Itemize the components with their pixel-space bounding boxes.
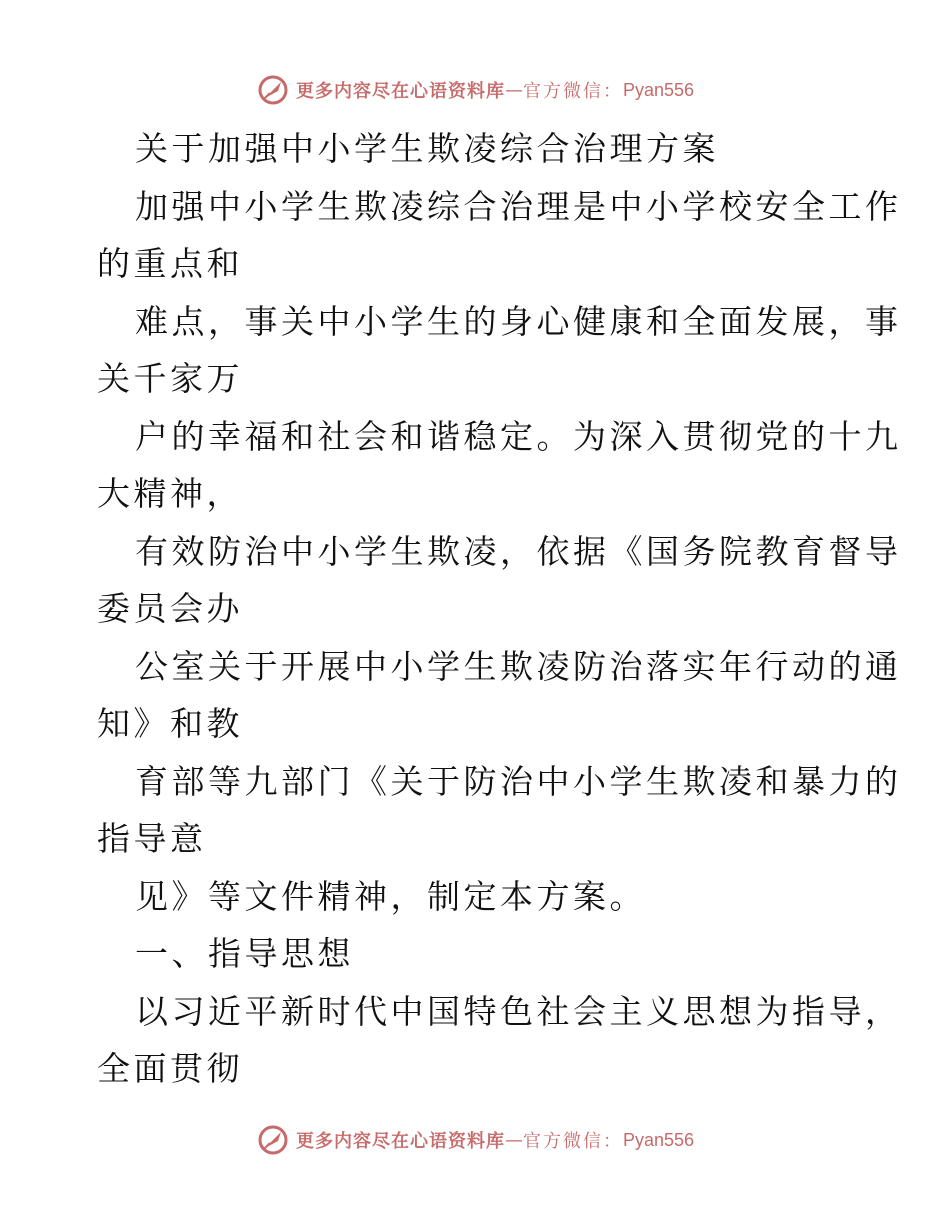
- quill-logo-icon: [256, 73, 290, 107]
- doc-line: 委员会办: [97, 589, 243, 628]
- watermark-main-text: 更多内容尽在心语资料库: [295, 1131, 505, 1152]
- quill-logo-icon: [256, 1123, 290, 1157]
- doc-line: 知》和教: [97, 704, 243, 743]
- watermark-wechat-label: 官方微信：: [522, 81, 623, 102]
- doc-line: 有效防治中小学生欺凌，依据《国务院教育督导: [135, 531, 902, 571]
- doc-line: 加强中小学生欺凌综合治理是中小学校安全工作: [135, 186, 902, 226]
- doc-line: 公室关于开展中小学生欺凌防治落实年行动的通: [135, 646, 902, 686]
- doc-line: 以习近平新时代中国特色社会主义思想为指导，: [135, 991, 902, 1031]
- watermark-handle: Pyan556: [622, 79, 695, 100]
- doc-line: 育部等九部门《关于防治中小学生欺凌和暴力的: [135, 761, 902, 801]
- document-body: [97, 120, 902, 1098]
- header-watermark: [0, 70, 950, 110]
- doc-line: 见》等文件精神，制定本方案。: [135, 876, 646, 916]
- doc-title: 关于加强中小学生欺凌综合治理方案: [135, 129, 719, 168]
- watermark-dash: —: [504, 79, 523, 101]
- watermark-wechat-label: 官方微信：: [522, 1131, 623, 1152]
- watermark-main-text: 更多内容尽在心语资料库: [295, 81, 505, 102]
- section-heading: 一、指导思想: [135, 934, 354, 973]
- doc-line: 户的幸福和社会和谐稳定。为深入贯彻党的十九: [135, 416, 902, 456]
- doc-line: 全面贯彻: [97, 1049, 243, 1088]
- doc-line: 指导意: [97, 819, 207, 858]
- doc-line: 关千家万: [97, 359, 243, 398]
- watermark-dash: —: [504, 1129, 523, 1151]
- doc-line: 大精神，: [97, 474, 243, 513]
- doc-line: 的重点和: [97, 244, 243, 283]
- footer-watermark: [0, 1120, 950, 1160]
- doc-line: 难点，事关中小学生的身心健康和全面发展，事: [135, 301, 902, 341]
- watermark-handle: Pyan556: [622, 1129, 695, 1150]
